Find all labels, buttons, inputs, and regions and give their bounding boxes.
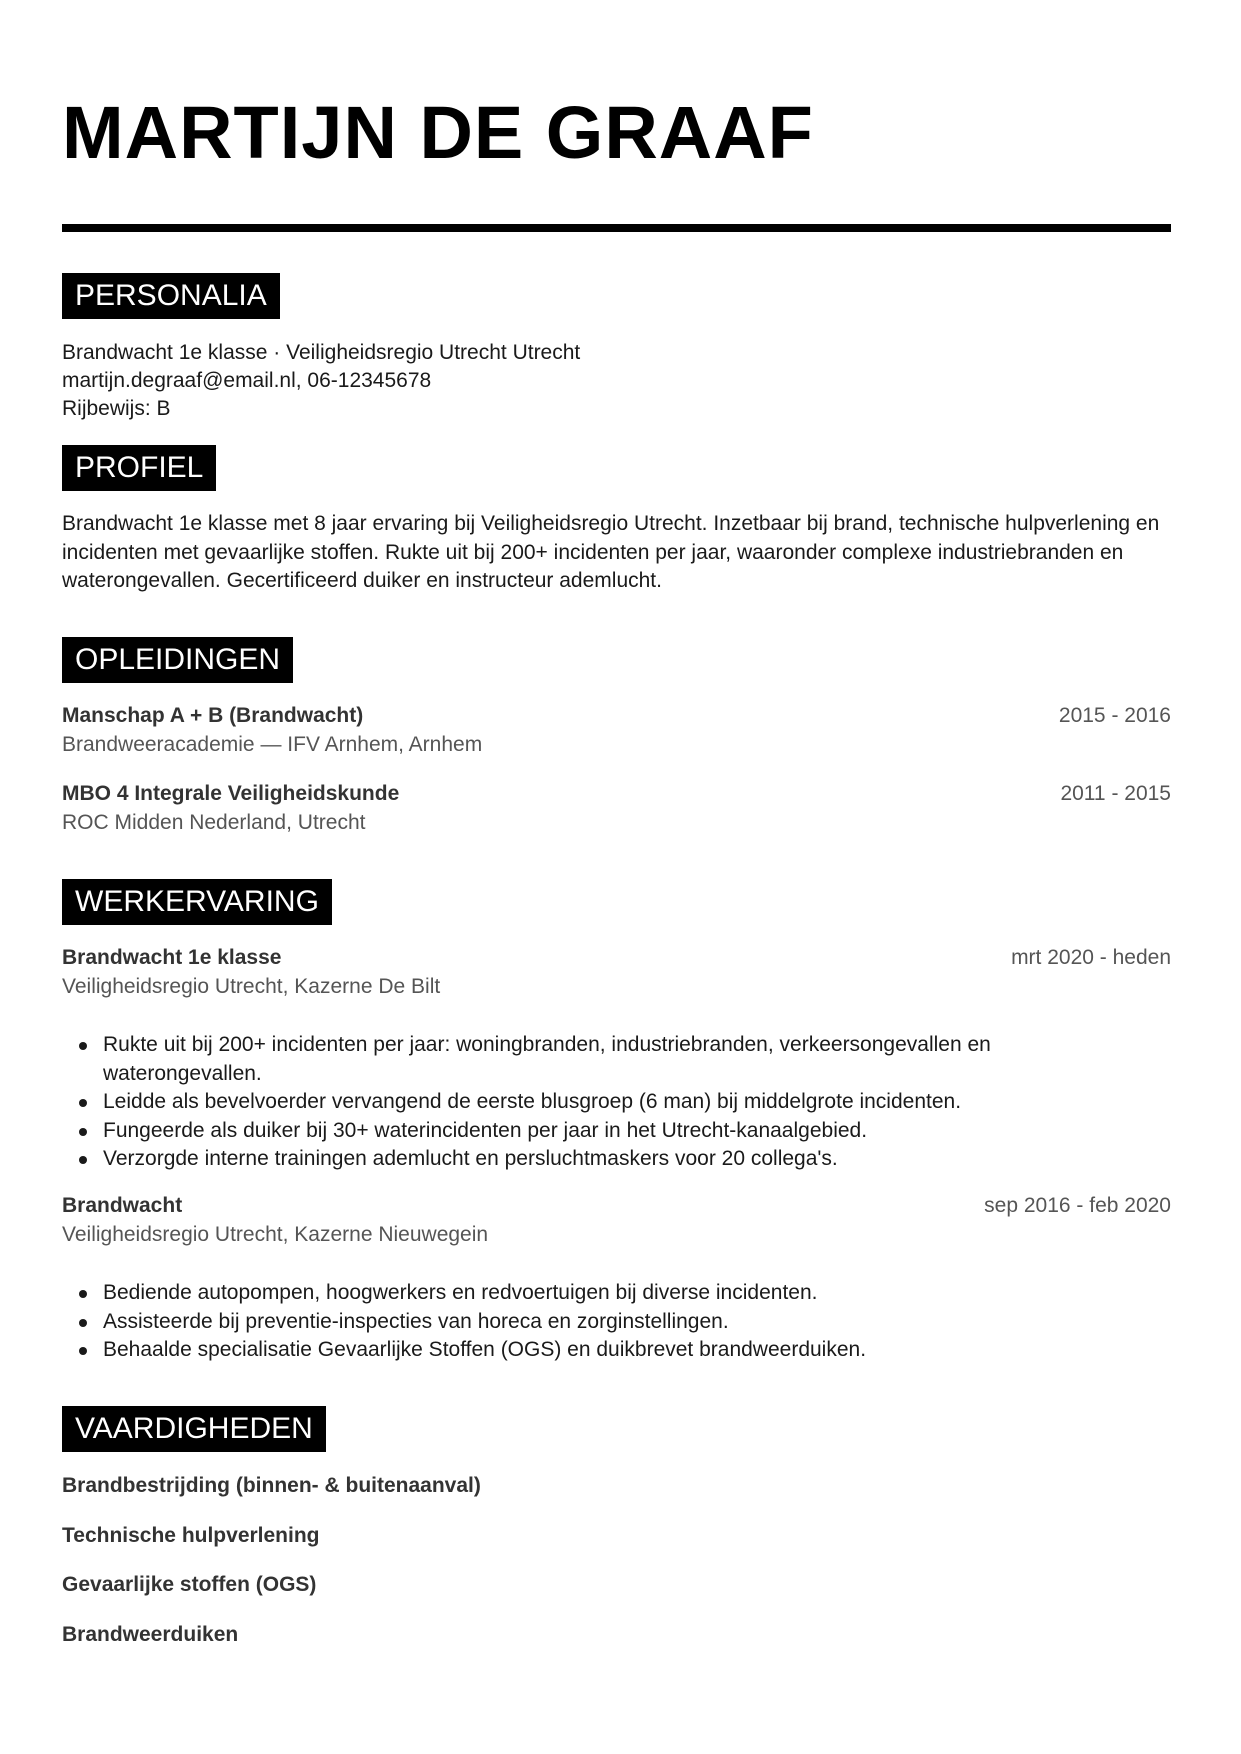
- job-dates: mrt 2020 - heden: [1011, 946, 1171, 969]
- candidate-name: MARTIJN DE GRAAF: [62, 91, 814, 174]
- job-dates: sep 2016 - feb 2020: [984, 1194, 1171, 1217]
- section-title-personalia: PERSONALIA: [62, 273, 280, 319]
- skill-item: Brandweerduiken: [62, 1623, 239, 1646]
- header-divider: [62, 224, 1171, 232]
- education-title: MBO 4 Integrale Veiligheidskunde: [62, 782, 400, 805]
- section-title-vaardigheden: VAARDIGHEDEN: [62, 1406, 326, 1452]
- job-title: Brandwacht 1e klasse: [62, 946, 282, 969]
- job-bullet-list: [62, 1279, 1143, 1365]
- job-bullet: Bediende autopompen, hoogwerkers en redvoertuigen bij diverse incidenten.: [103, 1279, 1143, 1308]
- personal-role-location: Brandwacht 1e klasse · Veiligheidsregio Utrecht Utrecht: [62, 341, 581, 364]
- skill-item: Gevaarlijke stoffen (OGS): [62, 1573, 317, 1596]
- profile-summary: Brandwacht 1e klasse met 8 jaar ervaring bij Veiligheidsregio Utrecht. Inzetbaar bij brand, technische hulpverlening en incidenten met gevaarlijke stoffen. Rukte uit bij 200+ incidenten per jaar, waaronder complexe industriebranden en waterongevallen. Gecertificeerd duiker en instructeur ademlucht.: [62, 512, 1160, 592]
- section-title-opleidingen: OPLEIDINGEN: [62, 637, 293, 683]
- job-employer: Veiligheidsregio Utrecht, Kazerne De Bilt: [62, 975, 441, 998]
- job-bullet: Behaalde specialisatie Gevaarlijke Stoffen (OGS) en duikbrevet brandweerduiken.: [103, 1336, 1143, 1365]
- section-title-werkervaring: WERKERVARING: [62, 879, 332, 925]
- education-school: Brandweeracademie — IFV Arnhem, Arnhem: [62, 733, 483, 756]
- job-bullet: Leidde als bevelvoerder vervangend de eerste blusgroep (6 man) bij middelgrote incidenten.: [103, 1088, 1143, 1117]
- education-dates: 2011 - 2015: [1060, 782, 1171, 805]
- job-bullet-list: [62, 1031, 1143, 1174]
- section-title-profiel: PROFIEL: [62, 445, 216, 491]
- job-bullet: Assisteerde bij preventie-inspecties van horeca en zorginstellingen.: [103, 1308, 1143, 1337]
- education-title: Manschap A + B (Brandwacht): [62, 704, 364, 727]
- job-bullet: Verzorgde interne trainingen ademlucht en persluchtmaskers voor 20 collega's.: [103, 1145, 1143, 1174]
- job-title: Brandwacht: [62, 1194, 183, 1217]
- education-school: ROC Midden Nederland, Utrecht: [62, 811, 366, 834]
- skill-item: Technische hulpverlening: [62, 1524, 320, 1547]
- job-bullet: Rukte uit bij 200+ incidenten per jaar: woningbranden, industriebranden, verkeersongevallen en waterongevallen.: [103, 1031, 1143, 1088]
- personal-contact: martijn.degraaf@email.nl, 06-12345678: [62, 369, 432, 392]
- skill-item: Brandbestrijding (binnen- & buitenaanval): [62, 1474, 481, 1497]
- job-employer: Veiligheidsregio Utrecht, Kazerne Nieuwegein: [62, 1223, 489, 1246]
- personal-license: Rijbewijs: B: [62, 397, 171, 420]
- job-bullet: Fungeerde als duiker bij 30+ waterincidenten per jaar in het Utrecht-kanaalgebied.: [103, 1117, 1143, 1146]
- education-dates: 2015 - 2016: [1058, 704, 1171, 727]
